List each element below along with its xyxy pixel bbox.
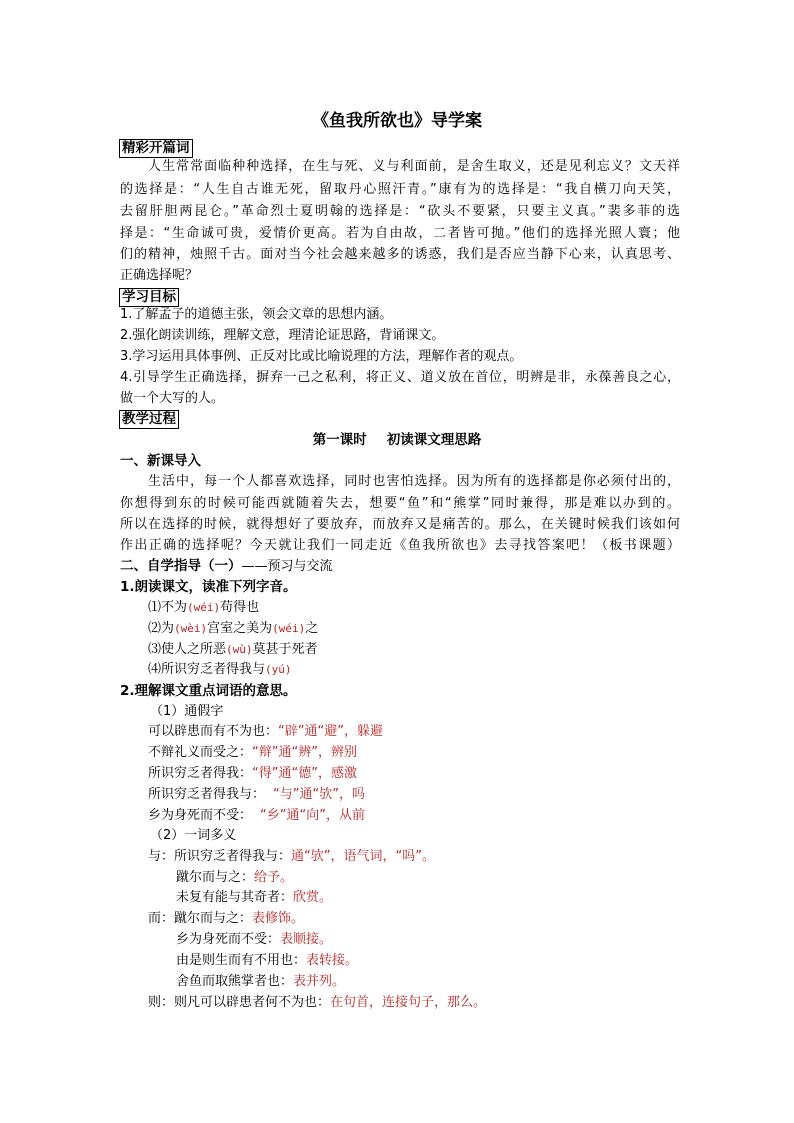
duoyi-item: 由是则生而有不用也：表转接。 [176,953,359,968]
lesson-subtitle: 初读课文理思路 [386,432,482,448]
objectives-heading: 学习目标 [119,288,179,307]
answer: 表顺接。 [280,932,333,947]
answer: 表并列。 [293,974,346,989]
pronunciation-item: ⑶使人之所恶(wù)莫甚于死者 [148,642,318,657]
objective-item: 1.了解孟子的道德主张，领会文章的思想内涵。 [120,307,393,322]
intro-line: 择是：“生命诚可贵，爱情价更高。若为自由故，二者皆可抛。”他们的选择光照人寰；他 [120,226,680,241]
tongjia-item: 不辩礼义而受之：“辩”通“辨”，辨别 [148,745,357,760]
task1-heading: 1.朗读课文，读准下列字音。 [120,579,297,595]
intro-line: 们的精神，烛照千古。面对当今社会越来越多的诱惑，我们是否应当静下心来，认真思考、 [120,247,680,262]
new-lesson-heading: 一、新课导入 [120,453,201,469]
answer: “辟”通“避”，躲避 [278,724,383,739]
new-lesson-line: 生活中，每一个人都喜欢选择，同时也害怕选择。因为所有的选择都是你必须付出的， [148,474,680,489]
tongjia-item: 可以辟患而有不为也：“辟”通“避”，躲避 [148,724,383,739]
pronunciation-item: ⑴不为(wéi)苟得也 [148,600,260,615]
pinyin: (wéi) [187,601,221,614]
lesson-title [0,430,794,450]
answer: “乡”通“向”，从前 [260,808,365,823]
self-study-subtitle: ——预习与交流 [241,559,333,574]
intro-line: 正确选择呢？ [120,268,199,283]
self-study-title: 二、自学指导（一） [120,558,242,574]
duoyi-item: 与：所识穷乏者得我与：通“欤”，语气词，“吗”。 [148,849,435,864]
answer: 表转接。 [306,953,359,968]
duoyi-item: 未复有能与其奇者：欣赏。 [176,890,333,905]
tongjia-item: 所识穷乏者得我与： “与”通“欤”，吗 [148,787,365,802]
pinyin: (yú) [265,663,292,676]
answer: “得”通“德”，感激 [252,766,357,781]
tongjia-item: 乡为身死而不受： “乡”通“向”，从前 [148,808,365,823]
pronunciation-item: ⑷所识穷乏者得我与(yú) [148,662,292,677]
document-title: 《鱼我所欲也》导学案 [312,111,482,131]
pinyin: (wù) [226,643,253,656]
duoyi-item: 则：则凡可以辟患者何不为也：在句首，连接句子，那么。 [148,995,487,1010]
self-study-heading [120,556,333,577]
intro-heading: 精彩开篇词 [119,139,193,158]
answer: “与”通“欤”，吗 [273,787,365,802]
duoyi-item: 舍鱼而取熊掌者也：表并列。 [176,974,346,989]
answer: 欣赏。 [293,890,333,905]
tongjia-subheading: （1）通假字 [150,704,224,719]
pronunciation-item: ⑵为(wèi)宫室之美为(wéi)之 [148,621,319,636]
objective-item: 2.强化朗读训练，理解文意，理清论证思路，背诵课文。 [120,328,445,343]
tongjia-item: 所识穷乏者得我：“得”通“德”，感激 [148,766,357,781]
answer: 在句首，连接句子，那么。 [330,995,487,1010]
pinyin: (wéi) [272,622,306,635]
duoyi-item: 而：蹴尔而与之：表修饰。 [148,911,305,926]
intro-line: 人生常常面临种种选择，在生与死、义与利面前，是舍生取义，还是见利忘义？文天祥 [148,159,680,174]
duoyi-subheading: （2）一词多义 [150,828,237,843]
new-lesson-line: 你想得到东的时候可能西就随着失去，想要“鱼”和“熊掌”同时兼得，那是难以办到的。 [120,496,680,511]
answer: 通“欤”，语气词，“吗”。 [291,849,435,864]
pinyin: (wèi) [174,622,208,635]
objective-item: 做一个大写的人。 [120,391,225,406]
task2-heading: 2.理解课文重点词语的意思。 [120,683,297,699]
intro-line: 去留肝胆两昆仑。”革命烈士夏明翰的选择是：“砍头不要紧，只要主义真。”裴多菲的选 [120,204,680,219]
intro-line: 的选择是：“人生自古谁无死，留取丹心照汗青。”康有为的选择是：“我自横刀向天笑， [120,182,680,197]
objective-item: 4.引导学生正确选择，摒弃一己之私利，将正义、道义放在首位，明辨是非，永葆善良之心， [120,370,680,385]
duoyi-item: 蹴尔而与之：给予。 [176,870,294,885]
duoyi-item: 乡为身死而不受：表顺接。 [176,932,333,947]
lesson-number: 第一课时 [312,432,367,448]
word-prefix: 则： [148,995,175,1010]
word-prefix: 与： [148,849,175,864]
new-lesson-line: 所以在选择的时候，就得想好了要放弃，而放弃又是痛苦的。那么，在关键时候我们该如何 [120,517,680,532]
answer: 表修饰。 [252,911,305,926]
objective-item: 3.学习运用具体事例、正反对比或比喻说理的方法，理解作者的观点。 [120,349,523,364]
word-prefix: 而： [148,911,175,926]
answer: 给予。 [254,870,294,885]
answer: “辩”通“辨”，辨别 [252,745,357,760]
process-heading: 教学过程 [119,410,179,429]
new-lesson-line: 作出正确的选择呢？今天就让我们一同走近《鱼我所欲也》去寻找答案吧！（板书课题） [120,538,680,553]
